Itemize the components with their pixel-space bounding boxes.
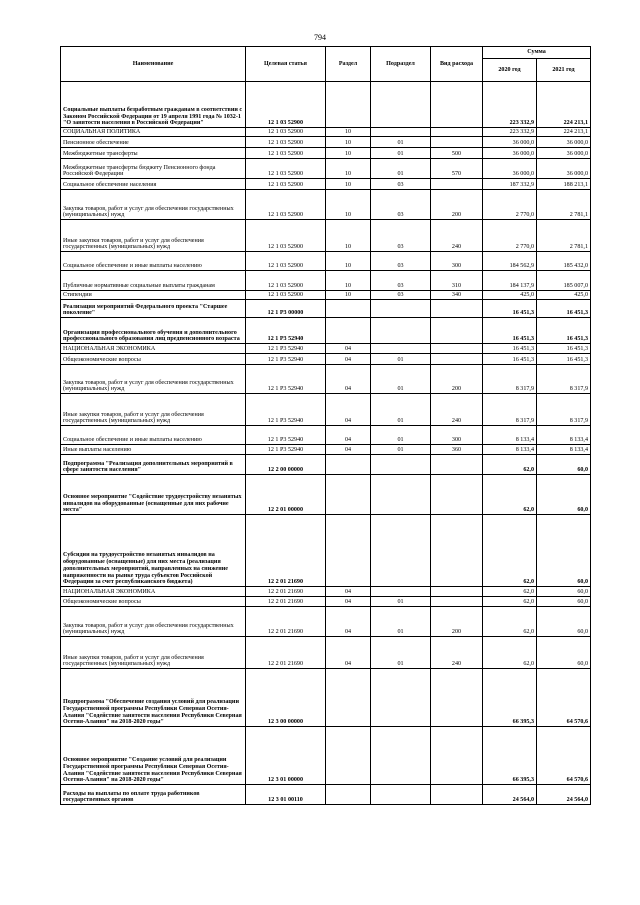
cell-name: Подпрограмма "Обеспечение создания условий для реализации Государственной программы Республики Северная Осетия-Алания "Содействие занятости населения Республики Северная Осетия-Алания" на 2018-2020 годы" [61, 669, 246, 727]
cell-expense-type: 310 [431, 271, 483, 291]
cell-target: 12 2 01 21690 [246, 597, 326, 607]
cell-target: 12 1 P3 52940 [246, 394, 326, 426]
cell-target: 12 1 03 52900 [246, 148, 326, 159]
cell-2020: 16 451,3 [483, 318, 537, 344]
cell-name: Социальное обеспечение и иные выплаты населению [61, 426, 246, 445]
cell-expense-type: 570 [431, 159, 483, 179]
header-section: Раздел [326, 47, 371, 82]
cell-2021: 2 781,1 [537, 220, 591, 252]
cell-name: Основное мероприятие "Содействие трудоустройству незанятых инвалидов на оборудованные (оснащенные для них рабочие места" [61, 475, 246, 515]
cell-section: 04 [326, 344, 371, 354]
cell-section: 10 [326, 128, 371, 137]
cell-expense-type [431, 137, 483, 148]
cell-section: 04 [326, 394, 371, 426]
cell-subsection [371, 785, 431, 805]
cell-target: 12 1 03 52900 [246, 252, 326, 271]
cell-target: 12 1 03 52900 [246, 291, 326, 300]
cell-target: 12 2 01 00000 [246, 475, 326, 515]
cell-subsection: 01 [371, 365, 431, 394]
cell-2020: 16 451,3 [483, 344, 537, 354]
cell-2021: 60,0 [537, 587, 591, 597]
cell-expense-type [431, 318, 483, 344]
cell-target: 12 1 03 52900 [246, 220, 326, 252]
cell-section [326, 455, 371, 475]
cell-section [326, 785, 371, 805]
table-row [61, 445, 591, 455]
table-row [61, 637, 591, 669]
table-row [61, 271, 591, 291]
cell-name: Публичные нормативные социальные выплаты гражданам [61, 271, 246, 291]
cell-expense-type [431, 455, 483, 475]
cell-2020: 8 317,9 [483, 394, 537, 426]
cell-expense-type [431, 128, 483, 137]
cell-2021: 60,0 [537, 455, 591, 475]
cell-2020: 2 770,0 [483, 220, 537, 252]
cell-expense-type: 300 [431, 426, 483, 445]
table-row [61, 515, 591, 587]
cell-section: 04 [326, 354, 371, 365]
cell-subsection [371, 344, 431, 354]
cell-2021: 8 317,9 [537, 365, 591, 394]
cell-section [326, 515, 371, 587]
table-row [61, 300, 591, 318]
header-year-2021: 2021 год [537, 59, 591, 82]
cell-name: Основное мероприятие "Создание условий для реализации Государственной программы Республики Северная Осетия-Алания "Содействие занятости населения Республики Северная Осетия-Алания" на 2018-2020 годы" [61, 727, 246, 785]
table-row [61, 455, 591, 475]
cell-expense-type [431, 597, 483, 607]
cell-subsection: 03 [371, 179, 431, 190]
cell-2021: 185 432,0 [537, 252, 591, 271]
cell-target: 12 1 P3 52940 [246, 344, 326, 354]
cell-2021: 24 564,0 [537, 785, 591, 805]
cell-target: 12 2 00 00000 [246, 455, 326, 475]
page-number: 794 [314, 33, 326, 42]
table-row [61, 82, 591, 128]
cell-section: 10 [326, 190, 371, 220]
table-row [61, 394, 591, 426]
cell-2020: 24 564,0 [483, 785, 537, 805]
cell-subsection: 01 [371, 597, 431, 607]
cell-2021: 64 570,6 [537, 669, 591, 727]
cell-2021: 224 213,1 [537, 82, 591, 128]
cell-target: 12 1 03 52900 [246, 82, 326, 128]
cell-target: 12 2 01 21690 [246, 607, 326, 637]
header-subsection: Подраздел [371, 47, 431, 82]
cell-subsection [371, 515, 431, 587]
cell-expense-type: 200 [431, 607, 483, 637]
cell-name: Межбюджетные трансферты бюджету Пенсионного фонда Российской Федерации [61, 159, 246, 179]
cell-2020: 66 395,3 [483, 727, 537, 785]
cell-2021: 36 000,0 [537, 159, 591, 179]
cell-2021: 2 781,1 [537, 190, 591, 220]
cell-target: 12 1 P3 52940 [246, 426, 326, 445]
cell-expense-type [431, 785, 483, 805]
cell-section: 10 [326, 252, 371, 271]
cell-subsection [371, 475, 431, 515]
cell-name: НАЦИОНАЛЬНАЯ ЭКОНОМИКА [61, 587, 246, 597]
cell-2021: 36 000,0 [537, 148, 591, 159]
cell-2021: 60,0 [537, 597, 591, 607]
cell-name: Социальное обеспечение населения [61, 179, 246, 190]
cell-subsection: 01 [371, 159, 431, 179]
cell-name: Социальные выплаты безработным гражданам в соответствии с Законом Российской Федерации от 19 апреля 1991 года № 1032-1 "О занятости населения в Российской Федерации" [61, 82, 246, 128]
cell-expense-type: 240 [431, 637, 483, 669]
cell-section: 10 [326, 271, 371, 291]
cell-2021: 8 133,4 [537, 445, 591, 455]
header-year-2020: 2020 год [483, 59, 537, 82]
cell-target: 12 1 P3 00000 [246, 300, 326, 318]
cell-name: Субсидии на трудоустройство незанятых инвалидов на оборудованные (оснащенные) для них места (реализация дополнительных мероприятий, направленных на снижение напряженности на рынке труда субъектов Российской Федерации за счет республиканского бюджета) [61, 515, 246, 587]
cell-2020: 62,0 [483, 607, 537, 637]
cell-name: Социальное обеспечение и иные выплаты населению [61, 252, 246, 271]
cell-name: Закупка товаров, работ и услуг для обеспечения государственных (муниципальных) нужд [61, 365, 246, 394]
header-expense-type: Вид расхода [431, 47, 483, 82]
cell-name: Иные закупки товаров, работ и услуг для обеспечения государственных (муниципальных) нужд [61, 394, 246, 426]
table-row [61, 727, 591, 785]
table-body [61, 82, 591, 805]
cell-name: Общеэкономические вопросы [61, 354, 246, 365]
cell-2020: 36 000,0 [483, 159, 537, 179]
table-row [61, 220, 591, 252]
cell-subsection: 03 [371, 291, 431, 300]
table-row [61, 354, 591, 365]
table-row [61, 179, 591, 190]
cell-subsection: 03 [371, 252, 431, 271]
cell-name: Иные выплаты населению [61, 445, 246, 455]
cell-section: 10 [326, 179, 371, 190]
cell-expense-type [431, 82, 483, 128]
table-row [61, 475, 591, 515]
cell-2020: 8 133,4 [483, 426, 537, 445]
table-row [61, 785, 591, 805]
table-row [61, 365, 591, 394]
cell-name: НАЦИОНАЛЬНАЯ ЭКОНОМИКА [61, 344, 246, 354]
table-row [61, 669, 591, 727]
cell-2021: 16 451,3 [537, 344, 591, 354]
cell-2021: 64 570,6 [537, 727, 591, 785]
cell-expense-type [431, 179, 483, 190]
cell-subsection [371, 318, 431, 344]
cell-subsection: 01 [371, 148, 431, 159]
cell-subsection [371, 300, 431, 318]
cell-section: 04 [326, 445, 371, 455]
cell-subsection [371, 587, 431, 597]
header-name: Наименование [61, 47, 246, 82]
cell-subsection: 01 [371, 607, 431, 637]
cell-expense-type: 500 [431, 148, 483, 159]
cell-2021: 60,0 [537, 637, 591, 669]
cell-target: 12 2 01 21690 [246, 637, 326, 669]
cell-expense-type: 200 [431, 365, 483, 394]
cell-expense-type: 340 [431, 291, 483, 300]
table-row [61, 159, 591, 179]
cell-2021: 36 000,0 [537, 137, 591, 148]
cell-name: Расходы на выплаты по оплате труда работников государственных органов [61, 785, 246, 805]
cell-2020: 62,0 [483, 475, 537, 515]
table-row [61, 128, 591, 137]
cell-2021: 425,0 [537, 291, 591, 300]
cell-name: Закупка товаров, работ и услуг для обеспечения государственных (муниципальных) нужд [61, 607, 246, 637]
cell-subsection: 01 [371, 445, 431, 455]
cell-subsection: 01 [371, 137, 431, 148]
cell-2020: 16 451,3 [483, 354, 537, 365]
cell-2020: 62,0 [483, 597, 537, 607]
table-row [61, 426, 591, 445]
cell-subsection [371, 128, 431, 137]
cell-section [326, 669, 371, 727]
cell-expense-type [431, 354, 483, 365]
cell-2020: 184 562,9 [483, 252, 537, 271]
cell-expense-type: 240 [431, 220, 483, 252]
cell-target: 12 3 01 00110 [246, 785, 326, 805]
cell-expense-type: 300 [431, 252, 483, 271]
cell-2020: 223 332,9 [483, 128, 537, 137]
cell-name: Пенсионное обеспечение [61, 137, 246, 148]
cell-2020: 8 133,4 [483, 445, 537, 455]
cell-2020: 16 451,3 [483, 300, 537, 318]
cell-expense-type: 240 [431, 394, 483, 426]
cell-2021: 16 451,3 [537, 300, 591, 318]
cell-section: 10 [326, 220, 371, 252]
table-row [61, 137, 591, 148]
cell-2020: 8 317,9 [483, 365, 537, 394]
cell-2021: 60,0 [537, 607, 591, 637]
table-row [61, 607, 591, 637]
cell-2020: 425,0 [483, 291, 537, 300]
cell-subsection: 01 [371, 394, 431, 426]
table-row [61, 344, 591, 354]
cell-section: 10 [326, 159, 371, 179]
cell-target: 12 2 01 21690 [246, 587, 326, 597]
cell-2020: 223 332,9 [483, 82, 537, 128]
table-row [61, 148, 591, 159]
cell-subsection [371, 669, 431, 727]
cell-subsection: 03 [371, 271, 431, 291]
cell-name: Стипендии [61, 291, 246, 300]
cell-2021: 185 007,0 [537, 271, 591, 291]
budget-table [60, 46, 591, 805]
cell-2020: 62,0 [483, 637, 537, 669]
cell-2020: 36 000,0 [483, 137, 537, 148]
cell-expense-type: 200 [431, 190, 483, 220]
cell-section [326, 300, 371, 318]
cell-target: 12 1 P3 52940 [246, 365, 326, 394]
cell-name: Иные закупки товаров, работ и услуг для обеспечения государственных (муниципальных) нужд [61, 220, 246, 252]
cell-subsection [371, 455, 431, 475]
cell-expense-type [431, 669, 483, 727]
cell-target: 12 3 01 00000 [246, 727, 326, 785]
table-row [61, 190, 591, 220]
cell-name: Реализация мероприятий Федерального проекта "Старшее поколение" [61, 300, 246, 318]
cell-target: 12 1 P3 52940 [246, 318, 326, 344]
cell-expense-type [431, 344, 483, 354]
cell-target: 12 3 00 00000 [246, 669, 326, 727]
cell-section: 04 [326, 597, 371, 607]
cell-name: Подпрограмма "Реализация дополнительных мероприятий в сфере занятости населения" [61, 455, 246, 475]
table-row [61, 318, 591, 344]
cell-2020: 62,0 [483, 587, 537, 597]
cell-section: 04 [326, 587, 371, 597]
cell-subsection [371, 727, 431, 785]
cell-section [326, 727, 371, 785]
cell-target: 12 1 03 52900 [246, 271, 326, 291]
header-target: Целевая статья [246, 47, 326, 82]
cell-section [326, 82, 371, 128]
cell-subsection: 01 [371, 426, 431, 445]
cell-target: 12 1 03 52900 [246, 137, 326, 148]
cell-name: Закупка товаров, работ и услуг для обеспечения государственных (муниципальных) нужд [61, 190, 246, 220]
table-row [61, 597, 591, 607]
cell-section: 10 [326, 137, 371, 148]
table-row [61, 587, 591, 597]
cell-expense-type: 360 [431, 445, 483, 455]
cell-section: 10 [326, 148, 371, 159]
cell-2021: 16 451,3 [537, 354, 591, 365]
cell-2020: 36 000,0 [483, 148, 537, 159]
cell-expense-type [431, 300, 483, 318]
cell-expense-type [431, 475, 483, 515]
cell-section: 10 [326, 291, 371, 300]
cell-name: СОЦИАЛЬНАЯ ПОЛИТИКА [61, 128, 246, 137]
cell-target: 12 1 P3 52940 [246, 354, 326, 365]
cell-section: 04 [326, 637, 371, 669]
cell-expense-type [431, 587, 483, 597]
cell-subsection: 03 [371, 220, 431, 252]
cell-2021: 60,0 [537, 475, 591, 515]
cell-target: 12 2 01 21690 [246, 515, 326, 587]
cell-expense-type [431, 515, 483, 587]
cell-subsection [371, 82, 431, 128]
cell-2020: 2 770,0 [483, 190, 537, 220]
cell-2020: 62,0 [483, 455, 537, 475]
cell-subsection: 01 [371, 637, 431, 669]
cell-subsection: 01 [371, 354, 431, 365]
cell-2021: 188 213,1 [537, 179, 591, 190]
cell-2020: 62,0 [483, 515, 537, 587]
header-sum: Сумма [483, 47, 591, 59]
cell-2021: 224 213,1 [537, 128, 591, 137]
cell-section: 04 [326, 365, 371, 394]
cell-name: Иные закупки товаров, работ и услуг для обеспечения государственных (муниципальных) нужд [61, 637, 246, 669]
cell-subsection: 03 [371, 190, 431, 220]
cell-section: 04 [326, 426, 371, 445]
table-row [61, 252, 591, 271]
cell-2021: 60,0 [537, 515, 591, 587]
cell-section [326, 318, 371, 344]
cell-target: 12 1 P3 52940 [246, 445, 326, 455]
cell-target: 12 1 03 52900 [246, 190, 326, 220]
cell-target: 12 1 03 52900 [246, 128, 326, 137]
cell-name: Межбюджетные трансферты [61, 148, 246, 159]
cell-name: Организация профессионального обучения и дополнительного профессионального образования лиц предпенсионного возраста [61, 318, 246, 344]
table-row [61, 291, 591, 300]
cell-section [326, 475, 371, 515]
cell-expense-type [431, 727, 483, 785]
cell-target: 12 1 03 52900 [246, 179, 326, 190]
cell-target: 12 1 03 52900 [246, 159, 326, 179]
cell-2020: 184 137,9 [483, 271, 537, 291]
cell-2020: 66 395,3 [483, 669, 537, 727]
cell-2020: 187 332,9 [483, 179, 537, 190]
cell-name: Общеэкономические вопросы [61, 597, 246, 607]
cell-2021: 8 317,9 [537, 394, 591, 426]
cell-section: 04 [326, 607, 371, 637]
cell-2021: 16 451,3 [537, 318, 591, 344]
cell-2021: 8 133,4 [537, 426, 591, 445]
